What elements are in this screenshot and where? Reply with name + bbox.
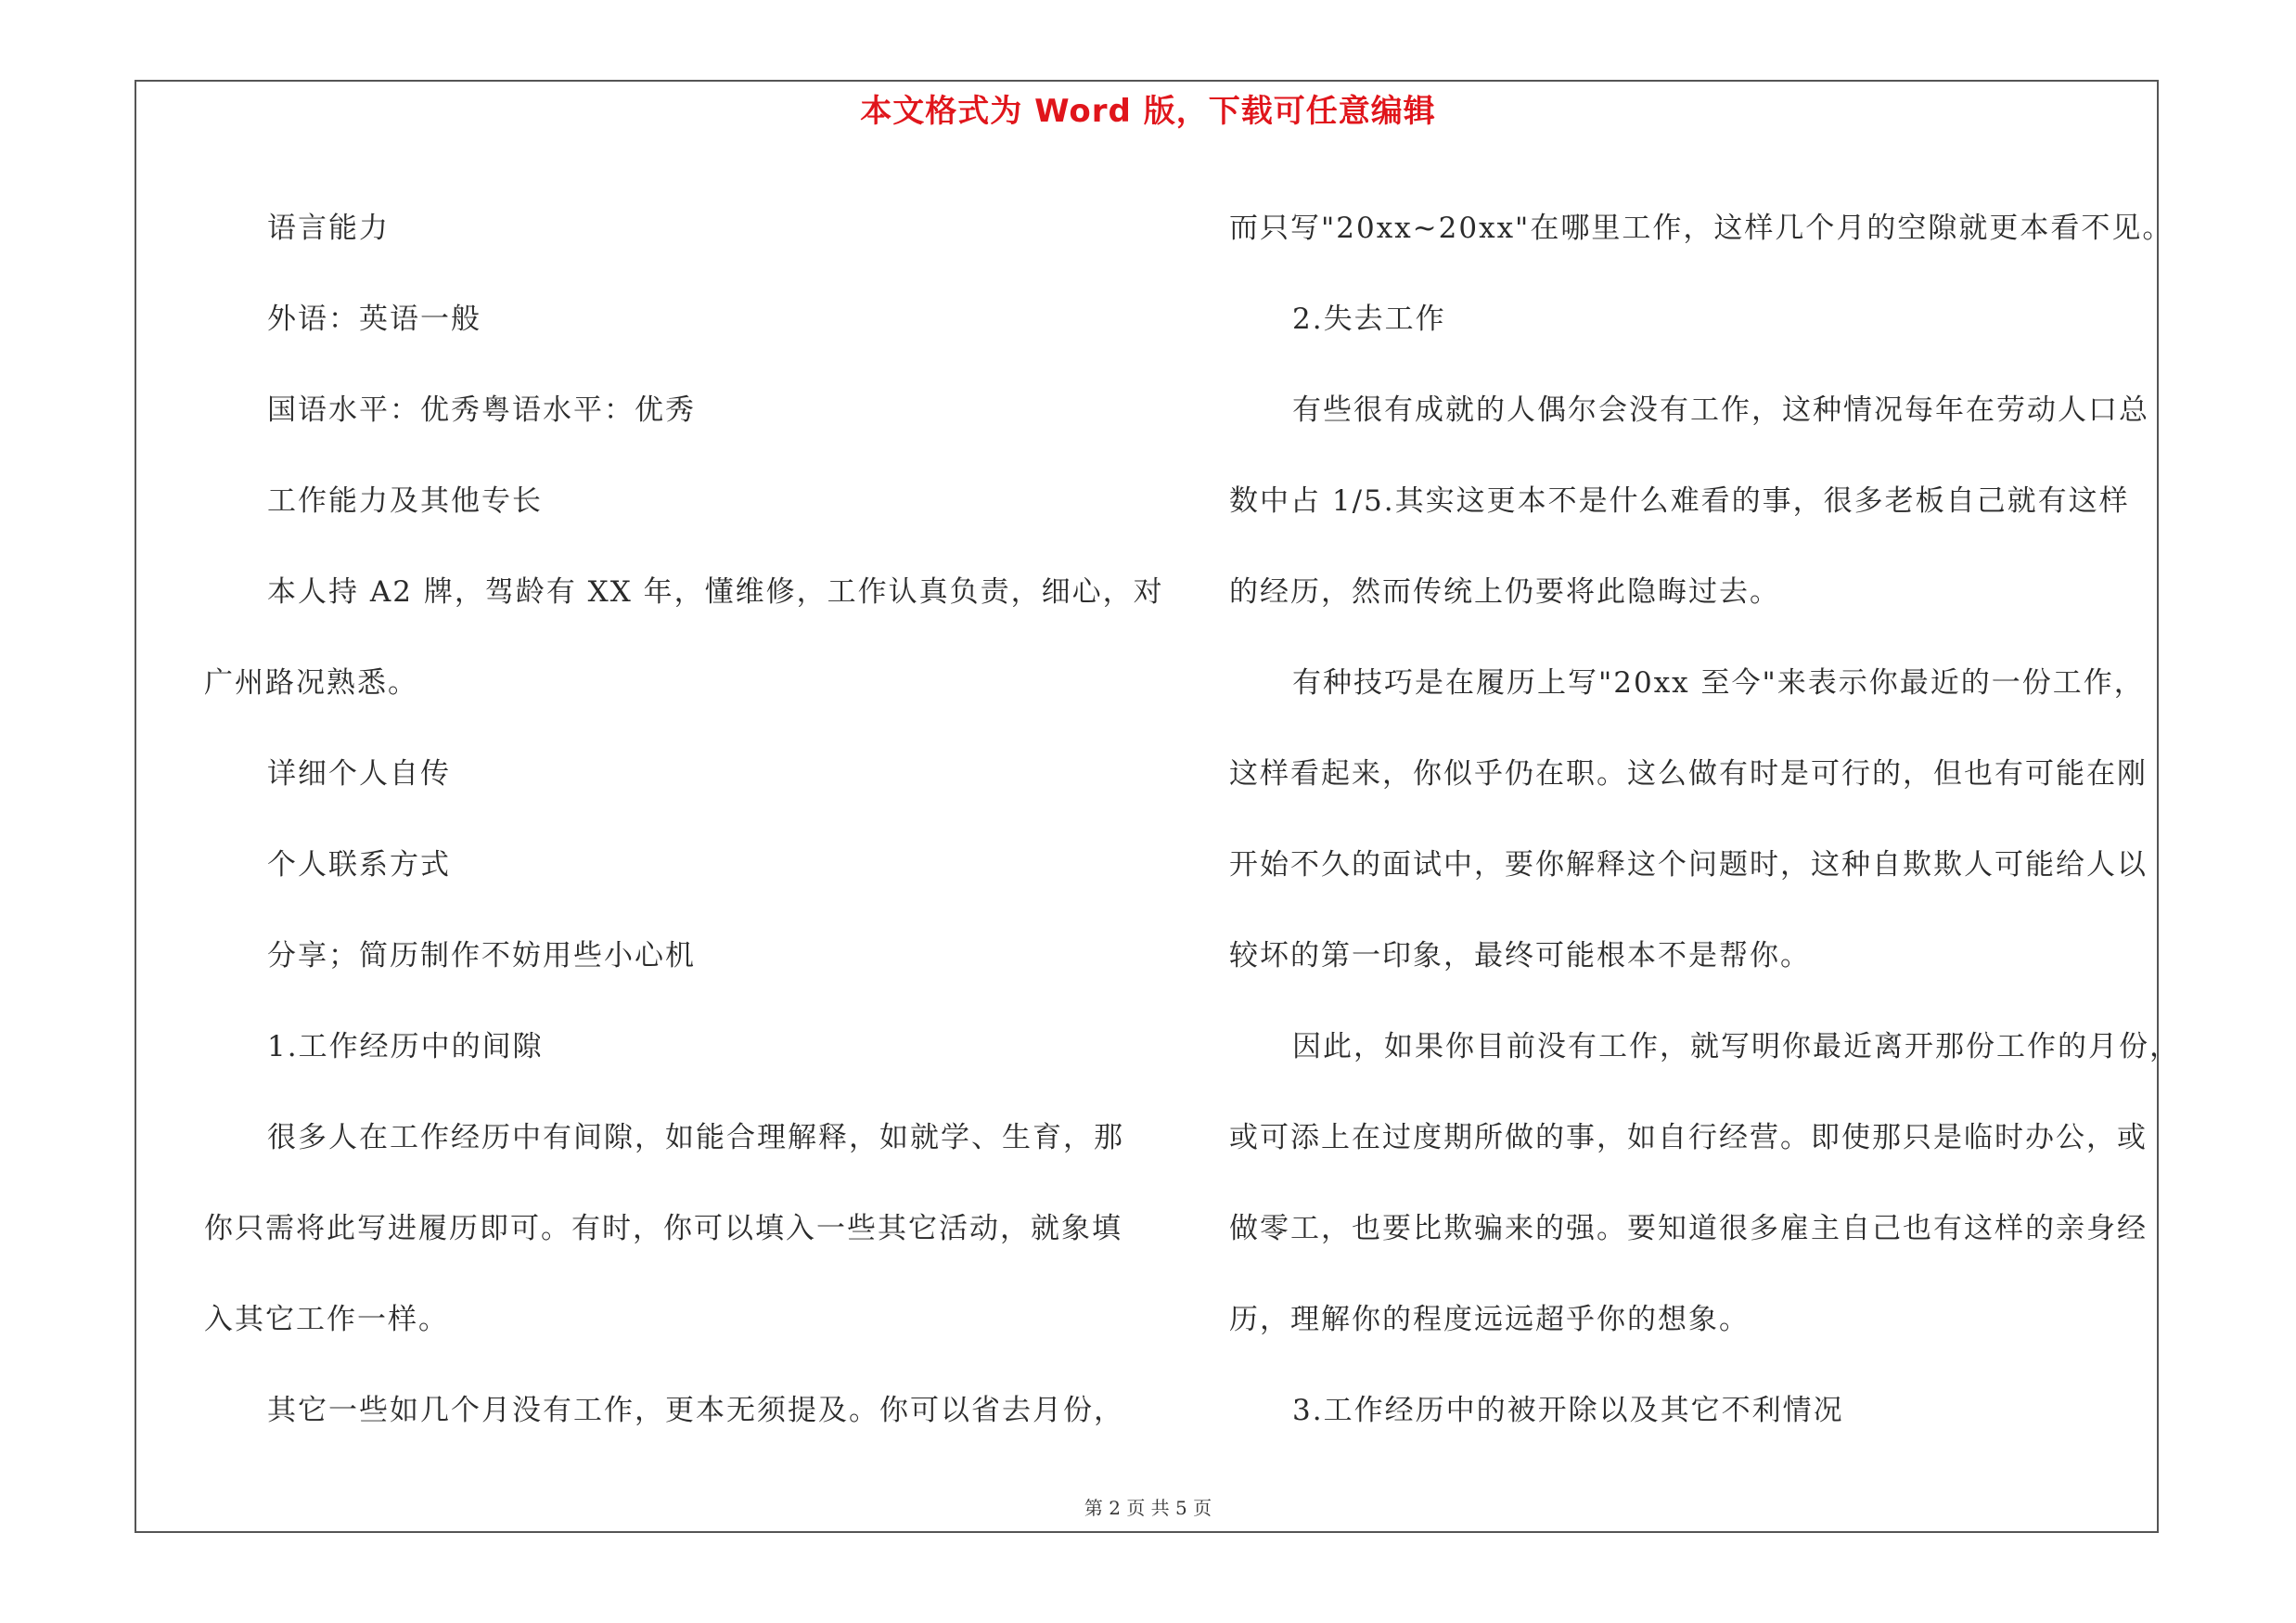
paragraph-line: 其它一些如几个月没有工作，更本无须提及。你可以省去月份， bbox=[267, 1394, 1124, 1427]
paragraph-line: 历，理解你的程度远远超乎你的想象。 bbox=[1229, 1303, 1750, 1336]
paragraph-line: 开始不久的面试中，要你解释这个问题时，这种自欺欺人可能给人以 bbox=[1229, 848, 2148, 882]
paragraph-line: 外语：英语一般 bbox=[267, 303, 481, 336]
paragraph-line: 有种技巧是在履历上写"20xx 至今"来表示你最近的一份工作， bbox=[1292, 666, 2145, 700]
right-column bbox=[1229, 183, 2180, 1456]
paragraph-line: 较坏的第一印象，最终可能根本不是帮你。 bbox=[1229, 939, 1811, 973]
paragraph-line: 或可添上在过度期所做的事，如自行经营。即使那只是临时办公，或 bbox=[1229, 1121, 2148, 1154]
paragraph-line: 这样看起来，你似乎仍在职。这么做有时是可行的，但也有可能在刚 bbox=[1229, 757, 2148, 791]
paragraph-line: 有些很有成就的人偶尔会没有工作，这种情况每年在劳动人口总 bbox=[1292, 393, 2149, 427]
paragraph-line: 的经历，然而传统上仍要将此隐晦过去。 bbox=[1229, 575, 1780, 609]
paragraph-line: 详细个人自传 bbox=[267, 757, 451, 791]
paragraph-line: 分享；简历制作不妨用些小心机 bbox=[267, 939, 696, 973]
paragraph-line: 你只需将此写进履历即可。有时，你可以填入一些其它活动，就象填 bbox=[204, 1212, 1122, 1245]
paragraph-line: 本人持 A2 牌，驾龄有 XX 年，懂维修，工作认真负责，细心，对 bbox=[267, 575, 1164, 609]
paragraph-line: 3.工作经历中的被开除以及其它不利情况 bbox=[1292, 1394, 1844, 1427]
paragraph-line: 因此，如果你目前没有工作，就写明你最近离开那份工作的月份， bbox=[1292, 1030, 2180, 1063]
paragraph-line: 语言能力 bbox=[267, 212, 390, 245]
left-column bbox=[204, 183, 1164, 1456]
paragraph-line: 很多人在工作经历中有间隙，如能合理解释，如就学、生育，那 bbox=[267, 1121, 1124, 1154]
paragraph-line: 1.工作经历中的间隙 bbox=[267, 1030, 544, 1063]
paragraph-line: 国语水平：优秀粤语水平：优秀 bbox=[267, 393, 696, 427]
paragraph-line: 广州路况熟悉。 bbox=[204, 666, 418, 700]
word-format-banner: 本文格式为 Word 版，下载可任意编辑 bbox=[860, 93, 1436, 130]
paragraph-line: 个人联系方式 bbox=[267, 848, 451, 882]
paragraph-line: 做零工，也要比欺骗来的强。要知道很多雇主自己也有这样的亲身经 bbox=[1229, 1212, 2148, 1245]
paragraph-line: 数中占 1/5.其实这更本不是什么难看的事，很多老板自己就有这样 bbox=[1229, 484, 2130, 518]
paragraph-line: 2.失去工作 bbox=[1292, 303, 1446, 336]
paragraph-line: 工作能力及其他专长 bbox=[267, 484, 543, 518]
page-number-footer: 第 2 页 共 5 页 bbox=[1084, 1497, 1212, 1519]
paragraph-line: 入其它工作一样。 bbox=[204, 1303, 449, 1336]
paragraph-line: 而只写"20xx~20xx"在哪里工作，这样几个月的空隙就更本看不见。 bbox=[1229, 212, 2174, 245]
